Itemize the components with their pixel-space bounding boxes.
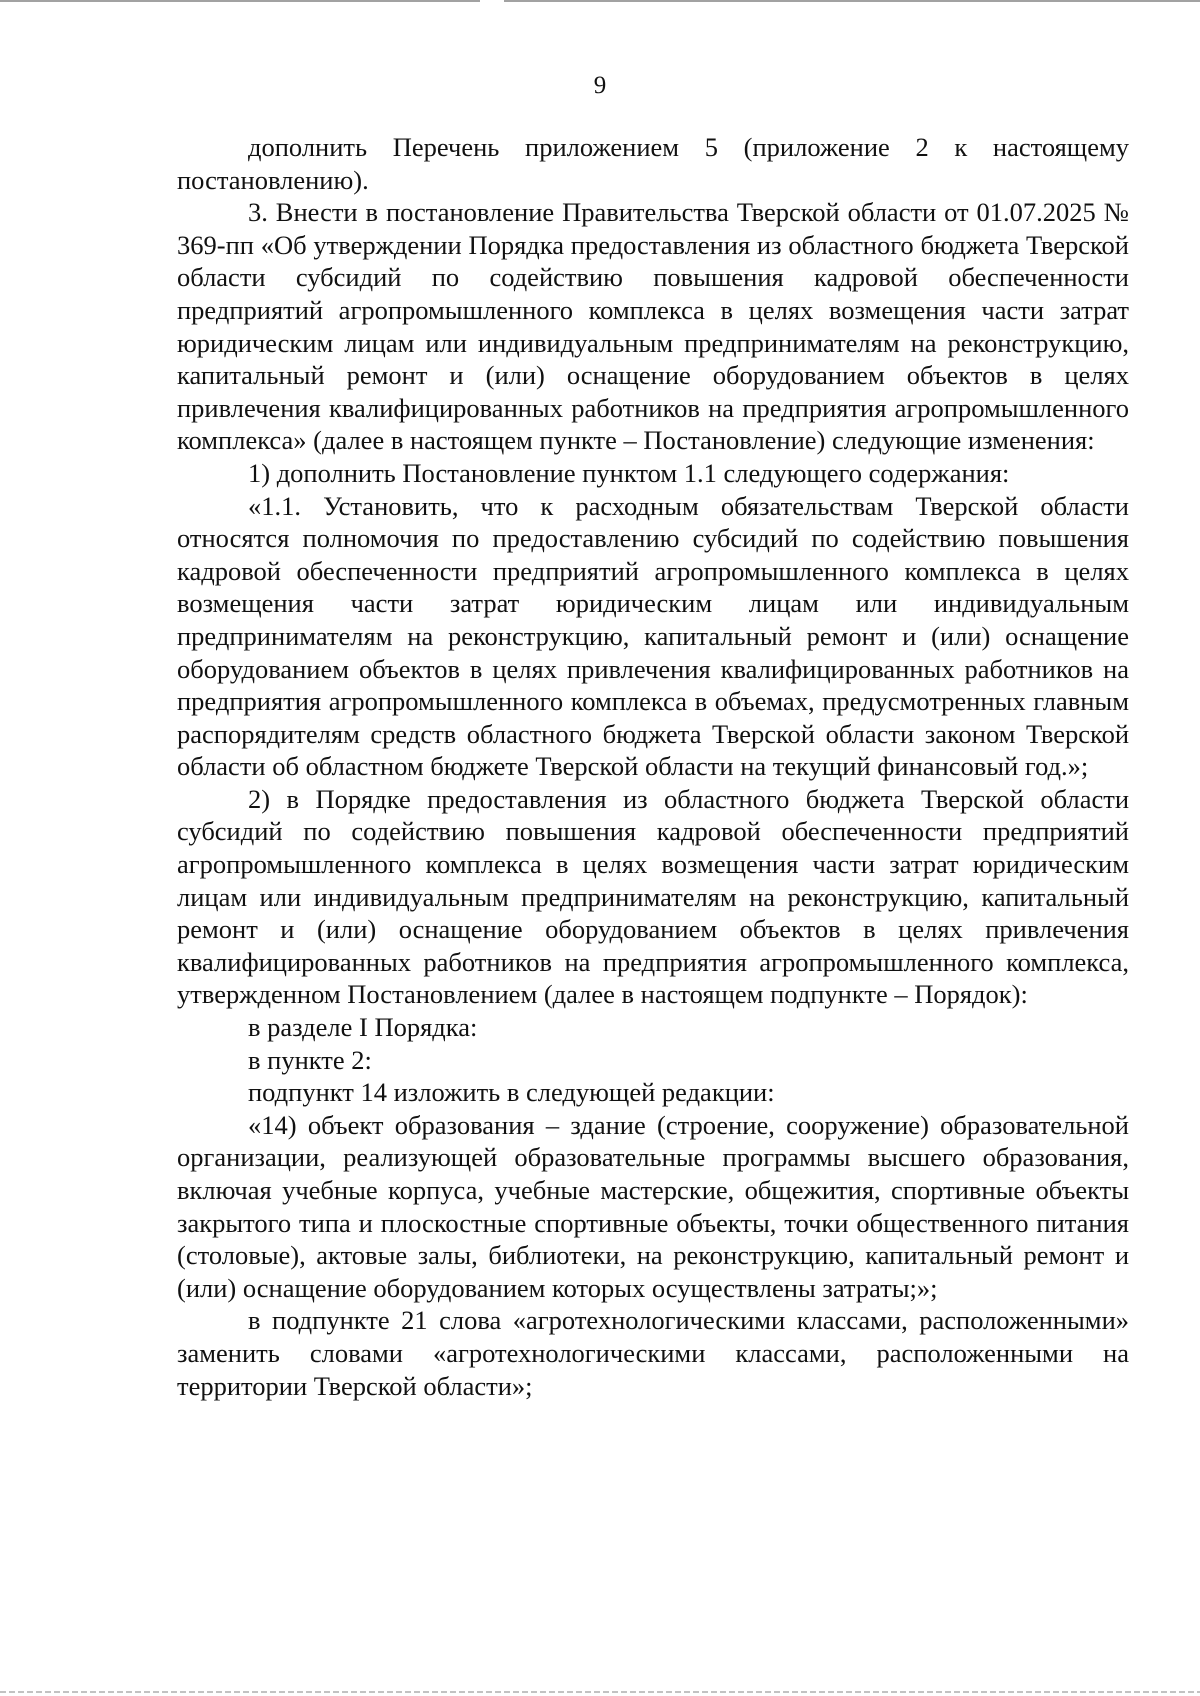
document-body bbox=[177, 131, 1129, 1402]
paragraph-1: дополнить Перечень приложением 5 (приложение 2 к настоящему постановлению). bbox=[177, 132, 1129, 195]
paragraph-8: подпункт 14 изложить в следующей редакции: bbox=[248, 1077, 775, 1108]
page-number: 9 bbox=[593, 72, 607, 99]
paragraph-6: в разделе I Порядка: bbox=[248, 1012, 478, 1043]
paragraph-10: в подпункте 21 слова «агротехнологическими классами, расположенными» заменить словами «агротехнологическими классами, расположенными на территории Тверской области»; bbox=[177, 1305, 1129, 1401]
paragraph-4: «1.1. Установить, что к расходным обязательствам Тверской области относятся полномочия по предоставлению субсидий по содействию повышения кадровой обеспеченности предприятий агропромышленного комплекса в целях возмещения части затрат юридическим лицам или индивидуальным предпринимателям на реконструкцию, капитальный ремонт и (или) оснащение оборудованием объектов в целях привлечения квалифицированных работников на предприятия агропромышленного комплекса в объемах, предусмотренных главным распорядителям средств областного бюджета Тверской области законом Тверской области об областном бюджете Тверской области на текущий финансовый год.»; bbox=[177, 490, 1129, 782]
paragraph-9: «14) объект образования – здание (строение, сооружение) образовательной организации, реализующей образовательные программы высшего образования, включая учебные корпуса, учебные мастерские, общежития, спортивные объекты закрытого типа и плоскостные спортивные объекты, точки общественного питания (столовые), актовые залы, библиотеки, на реконструкцию, капитальный ремонт и (или) оснащение оборудованием которых осуществлены затраты;»; bbox=[177, 1109, 1129, 1303]
paragraph-2: 3. Внести в постановление Правительства Тверской области от 01.07.2025 № 369-пп «Об утверждении Порядка предоставления из областного бюджета Тверской области субсидий по содействию повышения кадровой обеспеченности предприятий агропромышленного комплекса в целях возмещения части затрат юридическим лицам или индивидуальным предпринимателям на реконструкцию, капитальный ремонт и (или) оснащение оборудованием объектов в целях привлечения квалифицированных работников на предприятия агропромышленного комплекса» (далее в настоящем пункте – Постановление) следующие изменения: bbox=[177, 197, 1129, 456]
paragraph-7: в пункте 2: bbox=[248, 1044, 372, 1075]
scan-edge-top bbox=[0, 0, 1200, 2]
scan-edge-bottom bbox=[0, 1691, 1200, 1693]
paragraph-5: 2) в Порядке предоставления из областного бюджета Тверской области субсидий по содействию повышения кадровой обеспеченности предприятий агропромышленного комплекса в целях возмещения части затрат юридическим лицам или индивидуальным предпринимателям на реконструкцию, капитальный ремонт и (или) оснащение оборудованием объектов в целях привлечения квалифицированных работников на предприятия агропромышленного комплекса, утвержденном Постановлением (далее в настоящем подпункте – Порядок): bbox=[177, 783, 1129, 1010]
paragraph-3: 1) дополнить Постановление пунктом 1.1 следующего содержания: bbox=[248, 457, 1010, 488]
